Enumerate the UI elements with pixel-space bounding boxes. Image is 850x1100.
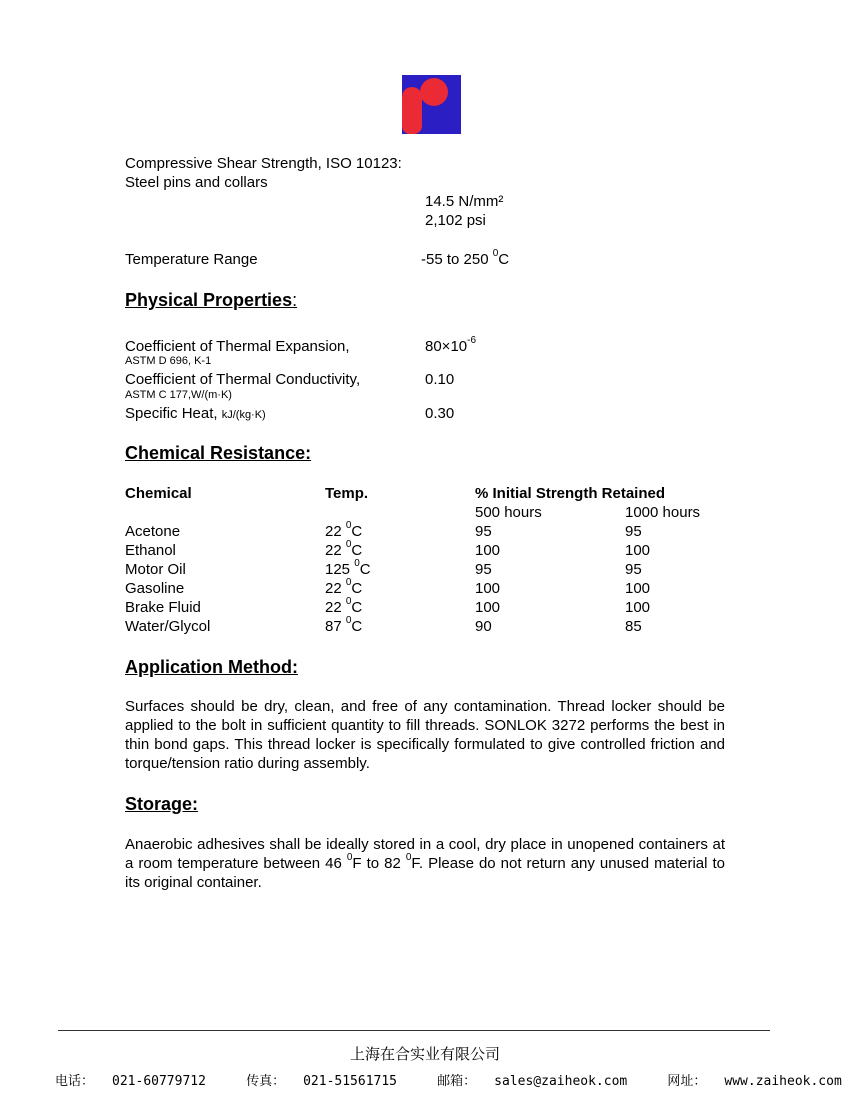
- col-header-retained: % Initial Strength Retained: [475, 485, 666, 502]
- table-row-temp: 22 $^0$C: [325, 596, 363, 616]
- thermal-conductivity-label: Coefficient of Thermal Conductivity,: [125, 371, 361, 388]
- table-row-temp: 22 $^0$C: [325, 539, 363, 559]
- footer-website: 网址： www.zaiheok.com: [667, 1074, 842, 1089]
- temperature-label: Temperature Range: [125, 251, 258, 268]
- footer-phone: 电话： 021-60779712: [55, 1074, 206, 1089]
- table-row-500h: 100: [475, 580, 501, 597]
- col-header-chemical: Chemical: [125, 485, 192, 502]
- footer-divider: [58, 1030, 770, 1031]
- table-row-chemical: Ethanol: [125, 542, 176, 559]
- compressive-value-metric: 14.5 N/mm²: [425, 193, 504, 210]
- table-row-1000h: 85: [625, 618, 642, 635]
- table-row-chemical: Brake Fluid: [125, 599, 201, 616]
- table-row-500h: 100: [475, 542, 501, 559]
- physical-properties-heading: Physical Properties:: [125, 290, 298, 310]
- compressive-subtitle: Steel pins and collars: [125, 174, 268, 191]
- logo-circle-shape: [420, 78, 448, 106]
- footer-fax: 传真： 021-51561715: [246, 1074, 398, 1089]
- storage-text: Anaerobic adhesives shall be ideally stored in a cool, dry place in unopened containers at a room temperature between 46 $^0$F to 82 $^0$F. Please do not return any unused material to its original container.: [125, 836, 726, 891]
- col-header-temp: Temp.: [325, 485, 369, 502]
- table-row-500h: 100: [475, 599, 501, 616]
- table-row-chemical: Gasoline: [125, 580, 185, 597]
- table-row-chemical: Acetone: [125, 523, 181, 540]
- table-row-1000h: 100: [625, 542, 651, 559]
- table-row-500h: 95: [475, 561, 492, 578]
- table-row-chemical: Motor Oil: [125, 561, 186, 578]
- thermal-expansion-label: Coefficient of Thermal Expansion,: [125, 338, 350, 355]
- table-row-500h: 90: [475, 618, 492, 635]
- logo-bar-shape: [402, 87, 422, 134]
- table-row-temp: 22 $^0$C: [325, 520, 363, 540]
- compressive-value-imperial: 2,102 psi: [425, 212, 486, 229]
- table-row-temp: 125 $^0$C: [325, 558, 371, 578]
- thermal-conductivity-value: 0.10: [425, 371, 455, 388]
- specific-heat-value: 0.30: [425, 405, 455, 422]
- table-row-500h: 95: [475, 523, 492, 540]
- specific-heat-label: Specific Heat, kJ/(kg·K): [125, 405, 266, 422]
- application-method-text: Surfaces should be dry, clean, and free of any contamination. Thread locker should be applied to the bolt in sufficient quantity to fill threads. SONLOK 3272 performs the best in thin bond gaps. This thread locker is specifically formulated to give controlled friction and torque/tension ratio during assembly.: [125, 698, 725, 772]
- table-row-temp: 22 $^0$C: [325, 577, 363, 597]
- thermal-conductivity-standard: ASTM C 177,W/(m·K): [125, 389, 232, 401]
- thermal-expansion-value: $80\times 10^{-6}$: [425, 335, 477, 355]
- table-row-1000h: 100: [625, 599, 651, 616]
- application-method-heading: Application Method:: [125, 657, 298, 677]
- table-row-chemical: Water/Glycol: [125, 618, 211, 635]
- footer-email: 邮箱： sales@zaiheok.com: [437, 1074, 628, 1089]
- col-header-500-hours: 500 hours: [475, 504, 542, 521]
- table-row-1000h: 100: [625, 580, 651, 597]
- thermal-expansion-standard: ASTM D 696, K-1: [125, 355, 212, 367]
- footer-company-name: 上海在合实业有限公司: [349, 1045, 500, 1063]
- storage-heading: Storage:: [125, 794, 199, 814]
- company-logo: [402, 75, 461, 134]
- compressive-title: Compressive Shear Strength, ISO 10123:: [125, 155, 402, 172]
- table-row-1000h: 95: [625, 523, 642, 540]
- chemical-resistance-heading: Chemical Resistance:: [125, 443, 312, 463]
- col-header-1000-hours: 1000 hours: [625, 504, 701, 521]
- footer-contact-line: [55, 1070, 850, 1089]
- table-row-1000h: 95: [625, 561, 642, 578]
- table-row-temp: 87 $^0$C: [325, 615, 363, 635]
- temperature-value: -55 to 250 $^0$C: [421, 248, 510, 268]
